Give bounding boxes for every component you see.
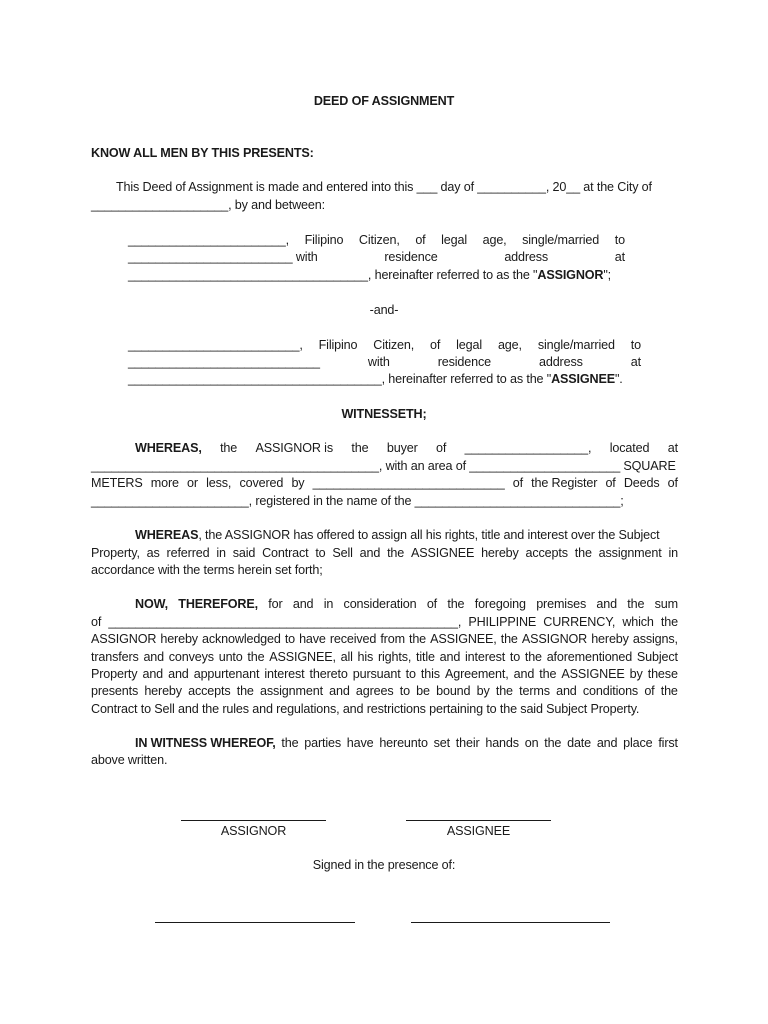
row-word: single/married	[522, 233, 600, 247]
row-word: on	[524, 736, 539, 750]
row-word: and	[596, 597, 617, 611]
row-word: foregoing	[474, 597, 526, 611]
row-word: the	[387, 546, 405, 560]
row-word: the	[247, 650, 265, 664]
whereas2-row-2	[91, 546, 678, 561]
assignee-signature-label: ASSIGNEE	[446, 824, 511, 838]
row-word: to	[614, 233, 625, 247]
row-word: and	[359, 546, 381, 560]
row-word: conditions	[582, 684, 639, 698]
row-word: the	[281, 736, 299, 750]
row-word: said	[232, 546, 256, 560]
row-word: date	[567, 736, 592, 750]
row-word: as	[146, 546, 160, 560]
row-word: first	[658, 736, 678, 750]
row-word: the	[627, 597, 645, 611]
row-word: by	[291, 476, 305, 490]
intro-line-2: ____________________, by and between:	[91, 198, 325, 212]
row-word: of	[644, 684, 655, 698]
row-word: to	[399, 684, 410, 698]
row-word: place	[623, 736, 653, 750]
row-word: Filipino	[318, 338, 358, 352]
row-word: WHEREAS,	[135, 441, 202, 455]
assignee-row-3-blank: _____________________________________, hereinafter referred to as the "	[128, 372, 552, 386]
assignee-row-3-end: ".	[614, 372, 623, 386]
assignee-label-bold: ASSIGNEE	[551, 372, 615, 386]
row-word: of	[415, 233, 426, 247]
row-word: of	[430, 338, 441, 352]
row-word: conveys	[168, 650, 214, 664]
row-word: covered	[239, 476, 284, 490]
therefore-row-6	[91, 684, 678, 699]
row-word: of	[667, 476, 678, 490]
row-word: parties	[304, 736, 341, 750]
row-word: unto	[218, 650, 243, 664]
row-word: __________________,	[464, 441, 592, 455]
row-word: from	[380, 632, 405, 646]
row-word: of	[605, 476, 616, 490]
row-word: accepts	[525, 546, 568, 560]
row-word: for	[268, 597, 283, 611]
whereas1-row-2	[91, 459, 678, 474]
row-word: premises	[536, 597, 587, 611]
assignee-row-1	[128, 338, 641, 353]
row-word: ASSIGNEE	[561, 667, 625, 681]
assignor-row-3-end: ";	[603, 268, 612, 282]
assignor-signature-label: ASSIGNOR	[220, 824, 287, 838]
whereas2-row-1-text: , the ASSIGNOR has offered to assign all his rights, title and interest over the Subject	[198, 528, 660, 542]
row-word: hereby	[160, 632, 198, 646]
row-word: of	[512, 476, 523, 490]
row-word: the	[408, 632, 427, 646]
row-word: have	[299, 632, 326, 646]
witnesseth-heading: WITNESSETH;	[341, 407, 427, 421]
row-word: the	[351, 441, 369, 455]
row-word: thereto	[309, 667, 348, 681]
preamble: KNOW ALL MEN BY THIS PRESENTS:	[91, 146, 314, 160]
row-word: to	[405, 667, 416, 681]
row-word: pursuant	[352, 667, 401, 681]
assignor-label-bold: ASSIGNOR	[537, 268, 604, 282]
row-word: Deeds	[623, 476, 660, 490]
row-word: _________________________,	[128, 338, 303, 352]
row-word: the	[524, 650, 542, 664]
row-word: more	[150, 476, 179, 490]
row-word: hereby	[144, 684, 182, 698]
row-word: hereby	[591, 632, 629, 646]
row-word: in	[668, 546, 678, 560]
row-word: the	[660, 615, 678, 629]
row-word: and	[439, 650, 461, 664]
row-word: ASSIGNEE	[411, 546, 475, 560]
row-word: title	[416, 650, 435, 664]
row-word: this	[420, 667, 440, 681]
row-word: received	[329, 632, 377, 646]
row-word: and	[143, 650, 164, 664]
row-word: and	[292, 597, 314, 611]
therefore-row-5	[91, 667, 678, 682]
whereas2-row-3: accordance with the terms herein set forth;	[91, 563, 323, 577]
row-word: these	[647, 667, 678, 681]
row-word: acknowledged	[202, 632, 281, 646]
row-word: Sell	[332, 546, 353, 560]
row-word: and	[596, 736, 618, 750]
row-word: of	[426, 597, 438, 611]
intro-line-1: This Deed of Assignment is made and entered into this ___ day of __________, 20__ at the City of	[116, 180, 652, 194]
row-word: ________________________ with	[128, 250, 318, 264]
therefore-row-3	[91, 632, 678, 647]
row-word: aforementioned	[546, 650, 633, 664]
row-word: consideration	[343, 597, 417, 611]
row-word: Contract	[262, 546, 309, 560]
row-word: and	[142, 667, 164, 681]
row-word: all	[340, 650, 353, 664]
row-word: ____________________________	[128, 355, 320, 369]
row-word: the	[574, 546, 592, 560]
row-word: at	[667, 441, 678, 455]
row-word: accepts	[188, 684, 231, 698]
assignee-row-2	[128, 355, 641, 370]
row-word: ASSIGNEE,	[269, 650, 336, 664]
assignee-signature-line	[406, 820, 551, 821]
therefore-row-4	[91, 650, 678, 665]
row-word: agrees	[355, 684, 394, 698]
row-word: residence	[384, 250, 438, 264]
witness-2-signature-line	[411, 922, 610, 923]
row-word: single/married	[537, 338, 615, 352]
row-word: hereby	[481, 546, 519, 560]
row-word: their	[455, 736, 480, 750]
assignor-row-2	[128, 250, 625, 265]
witness-whereof-row-2: above written.	[91, 753, 168, 767]
row-word: legal	[456, 338, 483, 352]
row-word: to	[630, 338, 641, 352]
row-word: NOW,	[135, 597, 168, 611]
witness-whereof-row-1	[135, 736, 678, 751]
row-word: with	[367, 355, 390, 369]
witness-1-signature-line	[155, 922, 355, 923]
row-word: transfers	[91, 650, 139, 664]
whereas2-bold: WHEREAS	[135, 528, 199, 542]
row-word: in	[323, 597, 334, 611]
row-word: Filipino	[304, 233, 344, 247]
row-word: of	[436, 441, 447, 455]
row-word: residence	[437, 355, 491, 369]
row-word-bold: IN WITNESS WHEREOF,	[135, 736, 276, 750]
whereas1-row-4: _______________________, registered in the name of the ______________________________;	[91, 494, 624, 508]
row-word: set	[433, 736, 450, 750]
row-word: at	[614, 250, 625, 264]
assignee-row-3	[128, 372, 623, 387]
row-word: address	[504, 250, 549, 264]
row-word: at	[630, 355, 641, 369]
row-word: the	[500, 632, 518, 646]
row-word: presents	[91, 684, 139, 698]
row-word: buyer	[386, 441, 418, 455]
row-word: located	[609, 441, 650, 455]
row-word: Subject	[636, 650, 678, 664]
row-word: __________________________________________, with an area of ______________________ SQUARE	[91, 459, 676, 473]
row-word: terms	[519, 684, 550, 698]
and-separator: -and-	[369, 303, 399, 317]
row-word: Citizen,	[373, 338, 415, 352]
row-word: the	[495, 684, 513, 698]
row-word: ASSIGNOR	[91, 632, 157, 646]
row-word: PHILIPPINE	[468, 615, 537, 629]
row-word: assignment	[260, 684, 323, 698]
row-word: by	[476, 684, 490, 698]
row-word: assignment	[598, 546, 662, 560]
row-word: his	[357, 650, 374, 664]
row-word: Citizen,	[358, 233, 400, 247]
row-word: Agreement,	[444, 667, 509, 681]
row-word: sum	[654, 597, 678, 611]
assignor-signature-line	[181, 820, 326, 821]
row-word: in	[216, 546, 226, 560]
row-word: ASSIGNOR	[521, 632, 588, 646]
row-word: to	[509, 650, 521, 664]
row-word: the Register	[531, 476, 598, 490]
row-word: address	[538, 355, 583, 369]
row-word: the	[539, 667, 557, 681]
therefore-row-1	[135, 597, 678, 612]
whereas2-row-1	[135, 528, 660, 543]
row-word: which	[622, 615, 654, 629]
row-word: appurtenant	[193, 667, 260, 681]
assignor-row-3	[128, 268, 611, 283]
row-word: rights,	[377, 650, 412, 664]
therefore-row-2	[91, 615, 678, 630]
row-word: of	[91, 615, 102, 629]
row-word: Property,	[91, 546, 140, 560]
row-word: THEREFORE,	[178, 597, 258, 611]
row-word: and	[168, 667, 189, 681]
therefore-row-7: Contract to Sell and the rules and regulations, and restrictions pertaining to the said Subject Property.	[91, 702, 640, 716]
row-word: by	[629, 667, 643, 681]
row-word: age,	[497, 338, 522, 352]
row-word: the	[447, 597, 465, 611]
assignor-row-1	[128, 233, 625, 248]
row-word: bound	[436, 684, 471, 698]
row-word: hereunto	[379, 736, 428, 750]
row-word: CURRENCY,	[543, 615, 616, 629]
row-word: METERS	[91, 476, 143, 490]
row-word: and	[329, 684, 350, 698]
row-word: less,	[206, 476, 232, 490]
row-word: interest	[464, 650, 506, 664]
row-word: the	[660, 684, 678, 698]
row-word: or	[187, 476, 198, 490]
assignor-row-3-blank: ___________________________________, hereinafter referred to as the "	[128, 268, 538, 282]
row-word: Property	[91, 667, 138, 681]
row-word: age,	[482, 233, 507, 247]
whereas1-row-1	[135, 441, 678, 456]
row-word: ASSIGNOR is	[255, 441, 333, 455]
row-word: have	[346, 736, 374, 750]
row-word: ___________________________________________________,	[108, 615, 462, 629]
row-word: interest	[264, 667, 305, 681]
presence-text: Signed in the presence of:	[312, 858, 456, 872]
row-word: hands	[485, 736, 519, 750]
row-word: the	[544, 736, 562, 750]
row-word: the	[236, 684, 254, 698]
row-word: _______________________,	[128, 233, 289, 247]
row-word: assigns,	[632, 632, 678, 646]
whereas1-row-3	[91, 476, 678, 491]
row-word: to	[315, 546, 326, 560]
row-word: to	[284, 632, 296, 646]
row-word: and	[556, 684, 577, 698]
row-word: ASSIGNEE,	[430, 632, 497, 646]
row-word: and	[513, 667, 535, 681]
row-word: ____________________________	[312, 476, 505, 490]
row-word: be	[416, 684, 430, 698]
document-title: DEED OF ASSIGNMENT	[313, 94, 455, 108]
row-word: legal	[441, 233, 467, 247]
row-word: referred	[166, 546, 210, 560]
row-word: the	[220, 441, 238, 455]
